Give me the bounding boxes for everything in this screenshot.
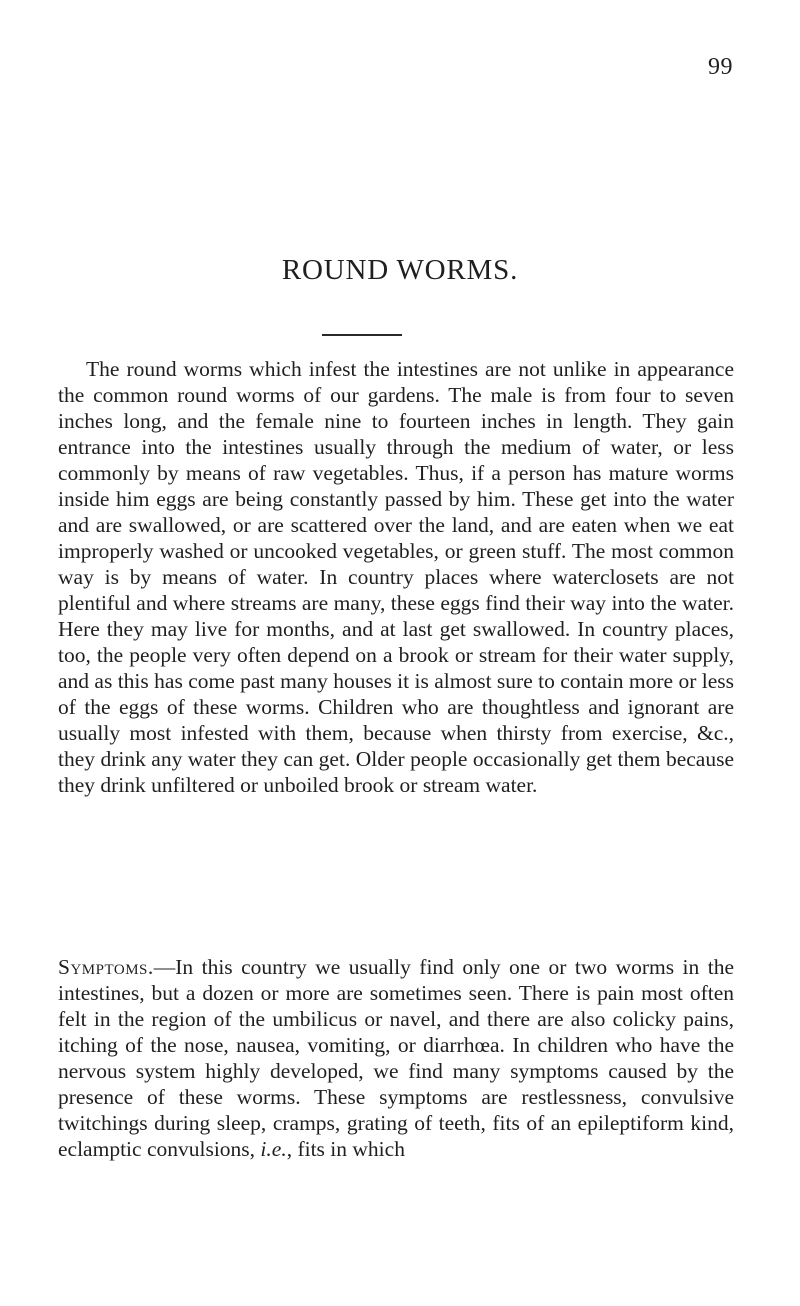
title-divider bbox=[322, 334, 402, 336]
paragraph-symptoms bbox=[58, 954, 734, 1162]
symptoms-ie: i.e. bbox=[260, 1137, 287, 1161]
symptoms-heading: Symptoms. bbox=[58, 955, 154, 979]
page-number: 99 bbox=[708, 54, 733, 80]
symptoms-text-a: —In this country we usually find only one or two worms in the intestines, but a dozen or more are sometimes seen. There is pain most often felt in the region of the umbilicus or navel, and there are also colicky pains, itching of the nose, nausea, vomiting, or diarrhœa. In children who have the nervous system highly developed, we find many symptoms caused by the presence of these worms. These symptoms are restlessness, convulsive twitchings during sleep, cramps, grating of teeth, fits of an epileptiform kind, eclamptic convulsions, bbox=[58, 955, 734, 1161]
paragraph-intro: The round worms which infest the intestines are not unlike in appearance the common round worms of our gardens. The male is from four to seven inches long, and the female nine to fourteen inches in length. They gain entrance into the intestines usually through the medium of water, or less commonly by means of raw vegetables. Thus, if a person has mature worms inside him eggs are being constantly passed by him. These get into the water and are swallowed, or are scattered over the land, and are eaten when we eat improperly washed or uncooked vegetables, or green stuff. The most common way is by means of water. In country places where waterclosets are not plentiful and where streams are many, these eggs find their way into the water. Here they may live for months, and at last get swallowed. In country places, too, the people very often depend on a brook or stream for their water supply, and as this has come past many houses it is almost sure to contain more or less of the eggs of these worms. Children who are thoughtless and ignorant are usually most infested with them, because when thirsty from exercise, &c., they drink any water they can get. Older people occasionally get them because they drink unfiltered or unboiled brook or stream water. bbox=[58, 357, 734, 797]
page-title: ROUND WORMS. bbox=[281, 254, 519, 286]
symptoms-text-b: , fits in which bbox=[286, 1137, 405, 1161]
